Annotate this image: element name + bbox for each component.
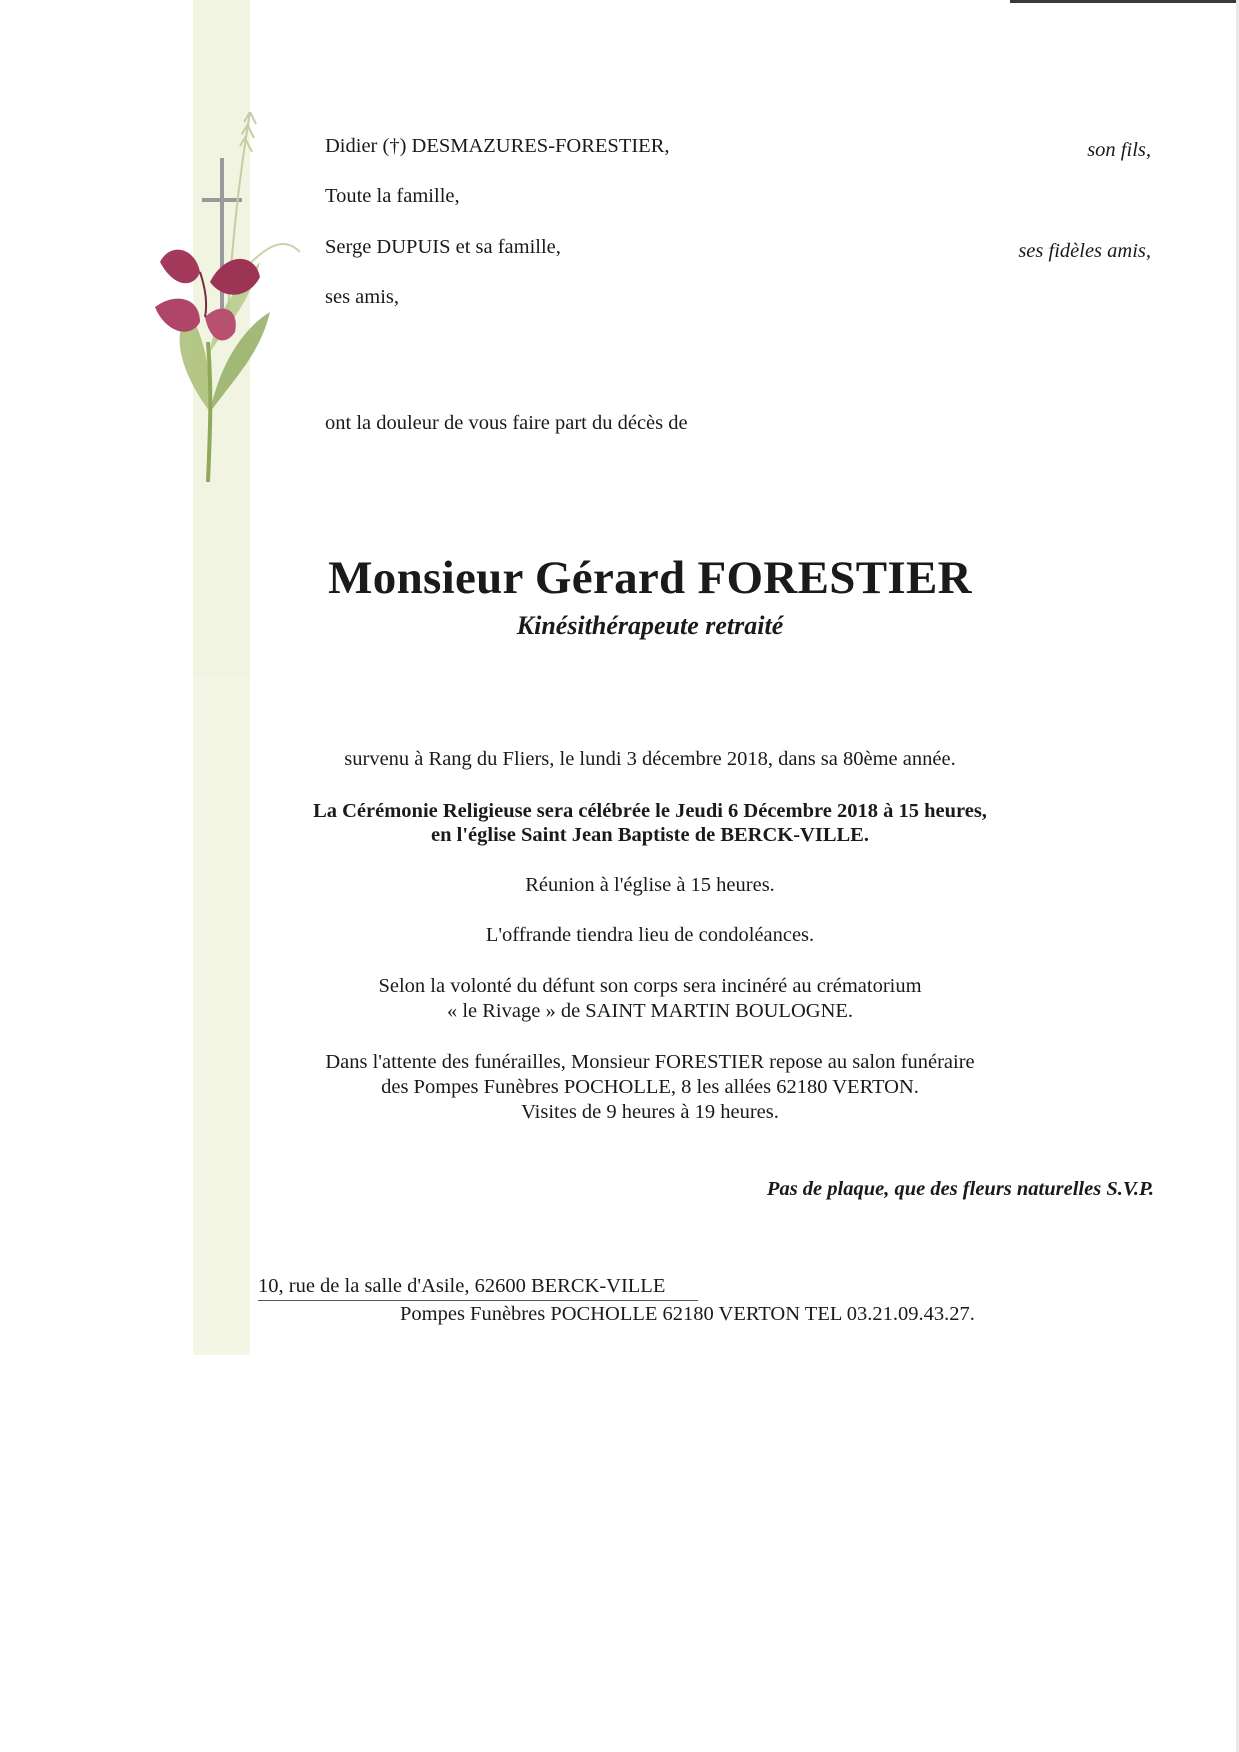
rest-line-1: Dans l'attente des funérailles, Monsieur FORESTIER repose au salon funéraire	[325, 1051, 975, 1073]
cremation-line-1: Selon la volonté du défunt son corps sera incinéré au crématorium	[378, 975, 922, 997]
family-address: 10, rue de la salle d'Asile, 62600 BERCK-VILLE	[258, 1275, 666, 1297]
stem-icon	[208, 342, 210, 482]
offering-text: L'offrande tiendra lieu de condoléances.	[485, 924, 815, 946]
family-line-1: Didier (†) DESMAZURES-FORESTIER,	[325, 135, 670, 157]
cremation-line-2: « le Rivage » de SAINT MARTIN BOULOGNE.	[446, 1000, 854, 1022]
intro-text: ont la douleur de vous faire part du décès de	[325, 412, 688, 434]
deceased-profession: Kinésithérapeute retraité	[516, 611, 784, 640]
family-line-4: ses amis,	[325, 286, 400, 308]
scan-edge-top	[1010, 0, 1239, 3]
cross-lily-illustration	[150, 112, 330, 482]
flowers-note: Pas de plaque, que des fleurs naturelles S.V.P.	[766, 1178, 1154, 1200]
reunion-text: Réunion à l'église à 15 heures.	[525, 874, 775, 896]
rest-line-3: Visites de 9 heures à 19 heures.	[521, 1101, 779, 1123]
ceremony-line-1: La Cérémonie Religieuse sera célébrée le Jeudi 6 Décembre 2018 à 15 heures,	[313, 800, 987, 822]
family-relation-1: son fils,	[1087, 139, 1151, 161]
ceremony-line-2: en l'église Saint Jean Baptiste de BERCK-VILLE.	[431, 824, 869, 846]
funeral-home-footer: Pompes Funèbres POCHOLLE 62180 VERTON TEL 03.21.09.43.27.	[400, 1303, 975, 1325]
death-info: survenu à Rang du Fliers, le lundi 3 décembre 2018, dans sa 80ème année.	[344, 748, 956, 770]
deceased-name: Monsieur Gérard FORESTIER	[328, 552, 972, 604]
family-line-3: Serge DUPUIS et sa famille,	[325, 236, 561, 258]
family-line-2: Toute la famille,	[325, 185, 460, 207]
family-relation-3: ses fidèles amis,	[1018, 240, 1151, 262]
rest-line-2: des Pompes Funèbres POCHOLLE, 8 les allées 62180 VERTON.	[381, 1076, 919, 1098]
